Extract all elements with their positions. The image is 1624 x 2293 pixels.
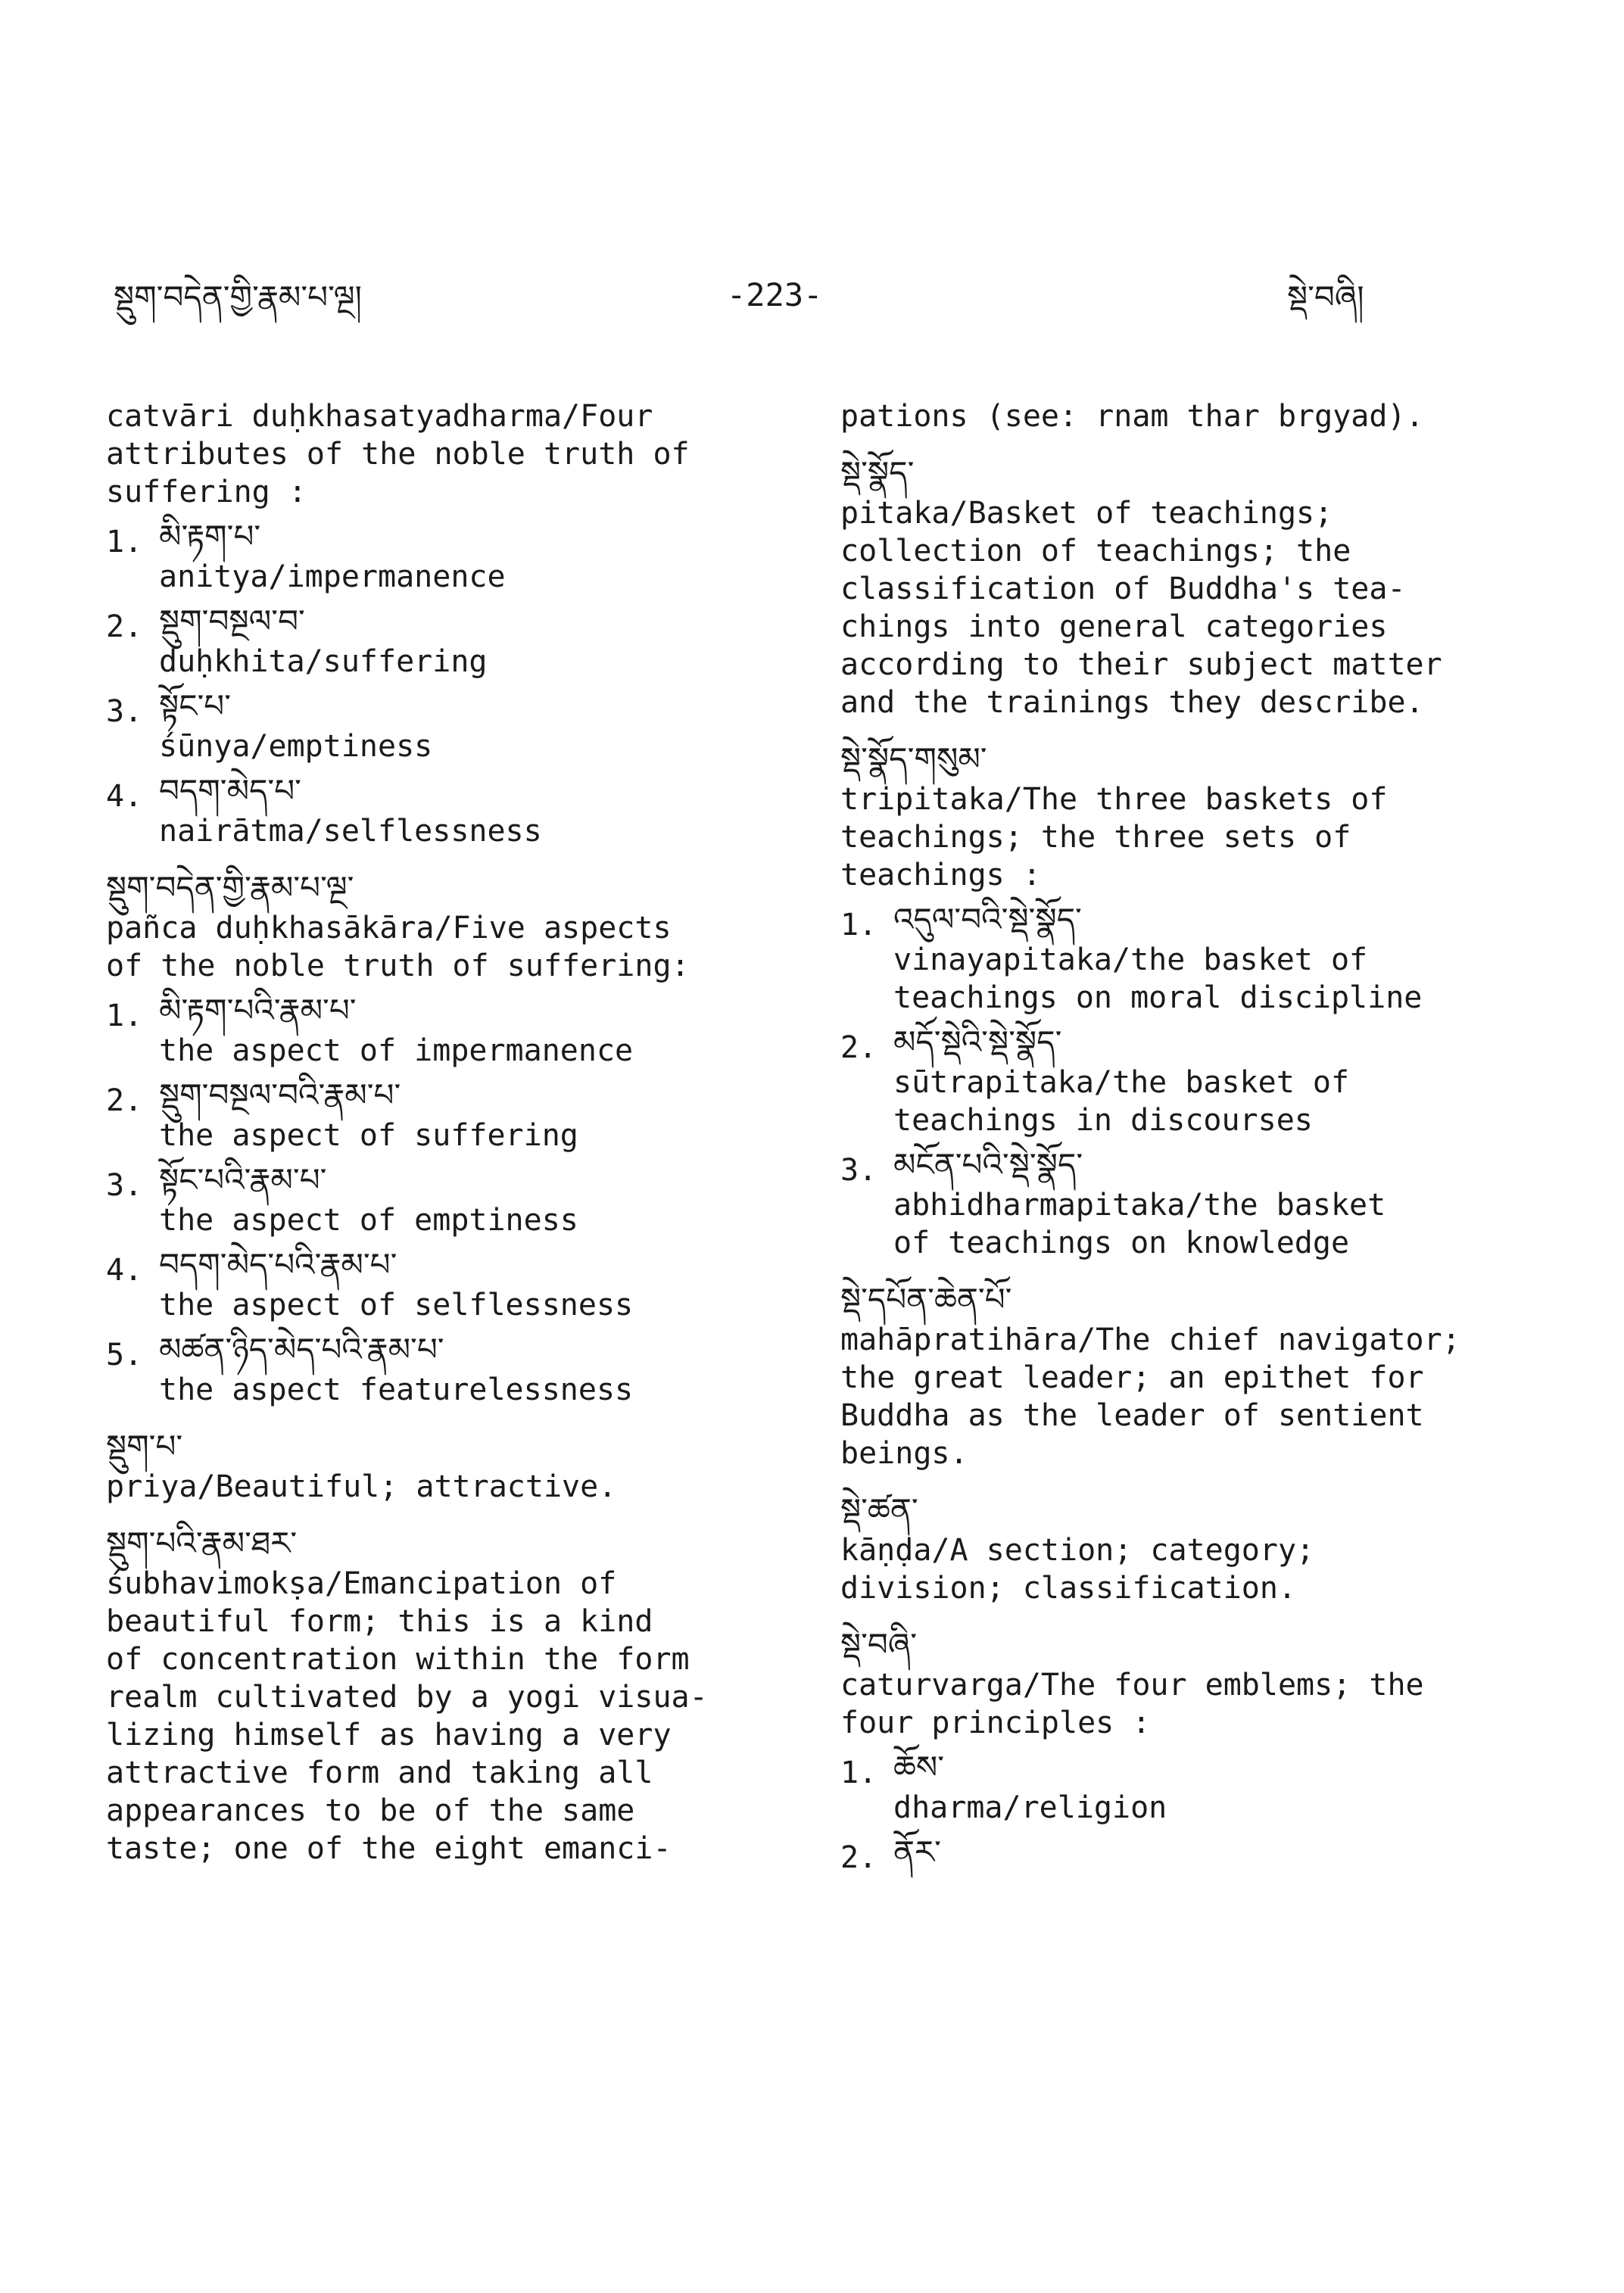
item-number: 1. (106, 999, 143, 1033)
entry-definition: śubhavimokṣa/Emancipation of beautiful form; this is a kind of concentration within the form realm cultivated by a yogi visua- lizing himself as having a very attractive form and taking all appearances to be of the same taste; one of the eight emanci- (106, 1566, 708, 1866)
list-item (106, 600, 787, 681)
item-number: 3. (840, 1153, 877, 1188)
item-number: 2. (840, 1840, 877, 1875)
item-number: 1. (840, 908, 877, 942)
entry-headword: སྡེ་ཚན་ (840, 1491, 918, 1528)
entry-headword: སྡེ་སྣོད་གསུམ་ (840, 740, 987, 777)
entry-definition: tripitaka/The three baskets of teachings; the three sets of teachings : (840, 782, 1388, 893)
item-tibetan: མི་རྟག་པའི་རྣམ་པ་ (159, 992, 357, 1029)
item-number: 2. (106, 1083, 143, 1118)
entry-definition: catvāri duḥkhasatyadharma/Four attributes of the noble truth of suffering : (106, 399, 690, 509)
running-head-right: སྡེ་བཞི། (1287, 279, 1364, 316)
list-item (840, 1021, 1522, 1139)
item-text: sūtrapitaka/the basket of teachings in discourses (893, 1065, 1350, 1138)
dictionary-entry (840, 1489, 1522, 1607)
dictionary-entry (840, 1624, 1522, 1877)
item-number: 3. (106, 694, 143, 729)
item-tibetan: མཚན་ཉིད་མེད་པའི་རྣམ་པ་ (159, 1331, 444, 1368)
item-text: abhidharmapitaka/the basket of teachings on knowledge (893, 1188, 1386, 1260)
item-tibetan: སྟོང་པའི་རྣམ་པ་ (159, 1161, 327, 1198)
item-tibetan: འདུལ་བའི་སྡེ་སྣོད་ (893, 901, 1082, 938)
entry-headword: སྡེ་སྣོད་ (840, 454, 915, 491)
dictionary-entry (106, 867, 787, 1409)
item-text: anitya/impermanence (159, 559, 506, 594)
entry-headword: སྡུག་བདེན་གྱི་རྣམ་པ་ལྔ་ (106, 869, 354, 906)
entry-definition: kāṇḍa/A section; category; division; classification. (840, 1533, 1315, 1606)
entry-headword: སྡུག་པ་ (106, 1428, 183, 1465)
item-text: the aspect featurelessness (159, 1372, 634, 1407)
item-number: 4. (106, 1253, 143, 1288)
left-column (106, 397, 787, 1884)
list-item (840, 1831, 1522, 1877)
list-item (840, 1746, 1522, 1827)
item-tibetan: བདག་མེད་པའི་རྣམ་པ་ (159, 1246, 397, 1283)
list-item (106, 1159, 787, 1239)
running-head-left: སྡུག་བདེན་གྱི་རྣམ་པ་ལྔ། (114, 279, 362, 316)
list-item (106, 516, 787, 596)
item-tibetan: ཆོས་ (893, 1749, 945, 1786)
continued-text: pations (see: rnam thar brgyad). (840, 399, 1424, 434)
dictionary-entry (106, 1425, 787, 1506)
item-text: nairātma/selflessness (159, 814, 542, 849)
item-number: 1. (840, 1756, 877, 1790)
entry-definition: caturvarga/The four emblems; the four principles : (840, 1668, 1424, 1740)
entry-headword: སྡེ་དཔོན་ཆེན་པོ་ (840, 1281, 1012, 1318)
list-item (840, 1144, 1522, 1262)
page-number: -223- (727, 276, 823, 313)
item-text: the aspect of suffering (159, 1118, 578, 1153)
entry-definition: mahāpratihāra/The chief navigator; the great leader; an epithet for Buddha as the leader of sentient beings. (840, 1323, 1460, 1471)
item-tibetan: མདོ་སྡེའི་སྡེ་སྣོད་ (893, 1023, 1062, 1061)
dictionary-entry (106, 1522, 787, 1868)
dictionary-entry (840, 738, 1522, 1262)
item-text: śūnya/emptiness (159, 729, 433, 764)
list-item (106, 1329, 787, 1409)
item-tibetan: ནོར་ (893, 1833, 942, 1871)
item-tibetan: སྡུག་བསྔལ་བའི་རྣམ་པ་ (159, 1076, 401, 1114)
item-text: the aspect of selflessness (159, 1288, 634, 1323)
item-number: 1. (106, 525, 143, 559)
list-item (106, 685, 787, 765)
item-tibetan: སྡུག་བསྔལ་བ་ (159, 603, 305, 640)
entry-definition: pañca duḥkhasākāra/Five aspects of the noble truth of suffering: (106, 911, 690, 983)
list-item (840, 899, 1522, 1017)
item-tibetan: མི་རྟག་པ་ (159, 518, 261, 555)
list-item (106, 770, 787, 850)
entry-definition: priya/Beautiful; attractive. (106, 1469, 617, 1504)
item-text: the aspect of impermanence (159, 1033, 634, 1068)
item-tibetan: སྟོང་པ་ (159, 687, 232, 724)
entry-definition: pitaka/Basket of teachings; collection of teachings; the classification of Buddha's tea- chings into general categories according to their subject matter and the trainings they describe. (840, 496, 1442, 720)
item-text: vinayapitaka/the basket of teachings on moral discipline (893, 942, 1423, 1015)
item-number: 3. (106, 1168, 143, 1203)
item-number: 4. (106, 779, 143, 814)
item-tibetan: མངོན་པའི་སྡེ་སྣོད་ (893, 1146, 1083, 1183)
item-number: 5. (106, 1338, 143, 1372)
item-text: dharma/religion (893, 1790, 1167, 1825)
item-text: duḥkhita/suffering (159, 644, 488, 679)
item-number: 2. (106, 609, 143, 644)
dictionary-entry (840, 1279, 1522, 1472)
right-column (840, 397, 1522, 1893)
item-text: the aspect of emptiness (159, 1203, 578, 1238)
list-item (106, 1244, 787, 1324)
item-tibetan: བདག་མེད་པ་ (159, 772, 301, 809)
list-item (106, 989, 787, 1070)
dictionary-entry (106, 397, 787, 850)
entry-headword: སྡེ་བཞི་ (840, 1626, 918, 1663)
list-item (106, 1074, 787, 1154)
entry-headword: སྡུག་པའི་རྣམ་ཐར་ (106, 1525, 298, 1562)
item-number: 2. (840, 1030, 877, 1065)
dictionary-entry (840, 452, 1522, 721)
